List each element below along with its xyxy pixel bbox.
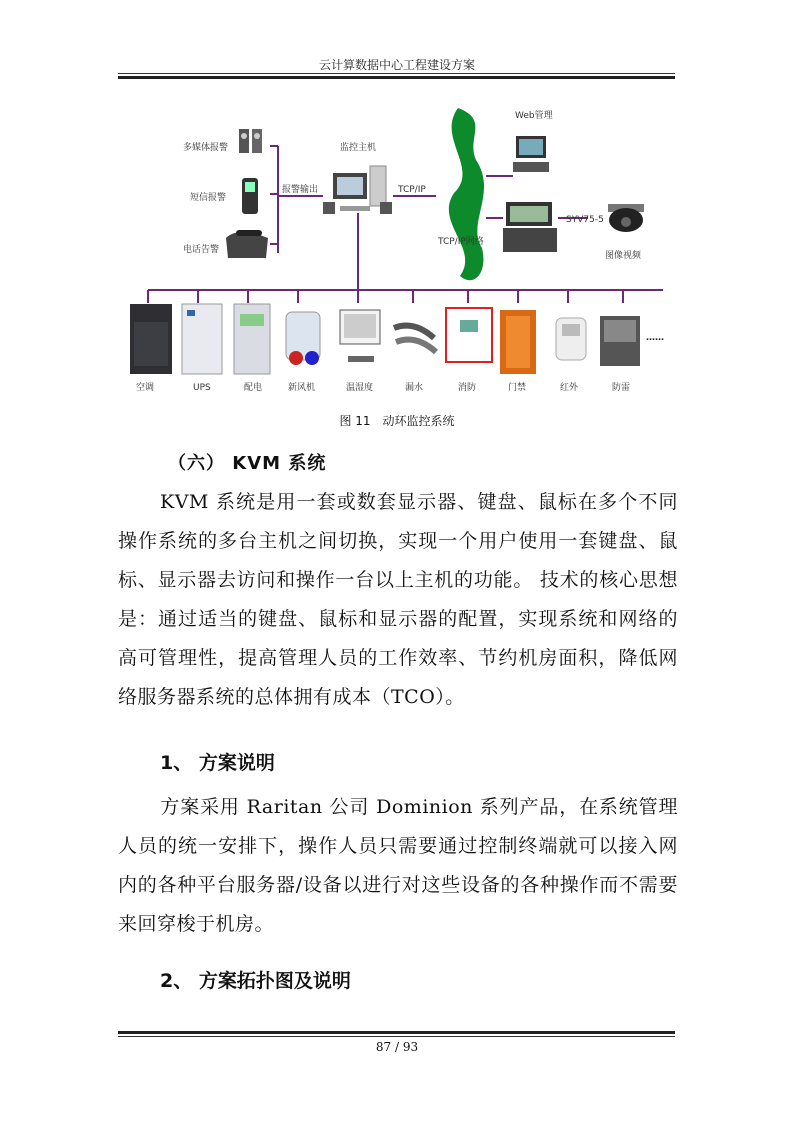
- network-cloud: [449, 108, 484, 280]
- label-multimedia-alarm: 多媒体报警: [183, 143, 229, 153]
- thermo-hygrometer-icon: [340, 310, 380, 362]
- paragraph-kvm-text: KVM 系统是用一套或数套显示器、键盘、鼠标在多个不同操作系统的多台主机之间切换，实现一个用户使用一套键盘、鼠标、显示器去访问和操作一台以上主机的功能。 技术的核心思想是：通过适当的键盘、鼠标和显示器的配置，实现系统和网络的高可管理性，提高管理人员的工作效率、节约机房面积，降低网络服务器系统的总体拥有成本（TCO）。: [118, 491, 678, 708]
- lightning-protection-icon: [600, 316, 640, 366]
- label-web-management: Web管理: [515, 111, 553, 121]
- ups-icon: [182, 304, 222, 374]
- page-number: 87 / 93: [375, 1040, 419, 1054]
- dvr-recorder-icon: [503, 202, 557, 252]
- label-device-fresh-air: 新风机: [288, 383, 316, 393]
- label-sms-alarm: 短信报警: [190, 193, 227, 203]
- label-camera-model: SYV75-5: [566, 215, 604, 225]
- label-device-access: 门禁: [508, 383, 527, 393]
- infrared-sensor-icon: [556, 318, 586, 360]
- label-monitor-host: 监控主机: [340, 143, 377, 153]
- label-device-ac: 空调: [136, 383, 155, 393]
- label-device-water-leak: 漏水: [405, 383, 424, 393]
- speaker-icon: [239, 129, 262, 153]
- paragraph-plan: [118, 788, 678, 944]
- label-tcpip-network: TCP/IP网络: [438, 237, 484, 247]
- label-alarm-output: 报警输出: [282, 185, 319, 195]
- figure-caption: 图 11 动环监控系统: [339, 414, 455, 428]
- water-leak-sensor-icon: [394, 326, 436, 352]
- label-device-distribution: 配电: [244, 383, 263, 393]
- telephone-icon: [226, 230, 268, 258]
- label-phone-alarm: 电话告警: [183, 245, 220, 255]
- label-device-lightning: 防雷: [612, 383, 631, 393]
- label-device-infrared: 红外: [560, 383, 579, 393]
- access-door-icon: [500, 310, 536, 374]
- paragraph-kvm: [118, 483, 678, 717]
- dome-camera-icon: [608, 204, 644, 232]
- air-conditioner-icon: [130, 304, 172, 374]
- web-pc-icon: [513, 136, 549, 172]
- label-more-devices: ……: [646, 333, 664, 343]
- footer-rule: [118, 1036, 675, 1037]
- label-device-temp-humidity: 温湿度: [346, 383, 374, 393]
- footer-rule-thick: [118, 1031, 675, 1034]
- header-rule-thick: [118, 76, 675, 79]
- monitoring-system-diagram: [118, 98, 668, 400]
- section-heading-topology: 2、 方案拓扑图及说明: [160, 970, 351, 992]
- power-distribution-icon: [234, 304, 270, 374]
- fire-panel-icon: [446, 308, 492, 362]
- host-computer-icon: [323, 166, 392, 214]
- label-video-camera: 图像视频: [605, 251, 642, 261]
- mobile-phone-icon: [242, 178, 258, 214]
- fresh-air-unit-icon: [286, 312, 320, 365]
- section-heading-kvm: （六） KVM 系统: [168, 453, 327, 474]
- section-heading-plan: 1、 方案说明: [160, 752, 275, 774]
- label-device-fire: 消防: [458, 383, 477, 393]
- label-device-ups: UPS: [193, 383, 211, 393]
- header-rule: [118, 73, 675, 74]
- label-tcpip: TCP/IP: [398, 185, 426, 195]
- page-header-title: 云计算数据中心工程建设方案: [318, 58, 475, 72]
- paragraph-plan-text: 方案采用 Raritan 公司 Dominion 系列产品，在系统管理人员的统一安排下，操作人员只需要通过控制终端就可以接入网内的各种平台服务器/设备以进行对这些设备的各种操作而不需要来回穿梭于机房。: [118, 796, 678, 935]
